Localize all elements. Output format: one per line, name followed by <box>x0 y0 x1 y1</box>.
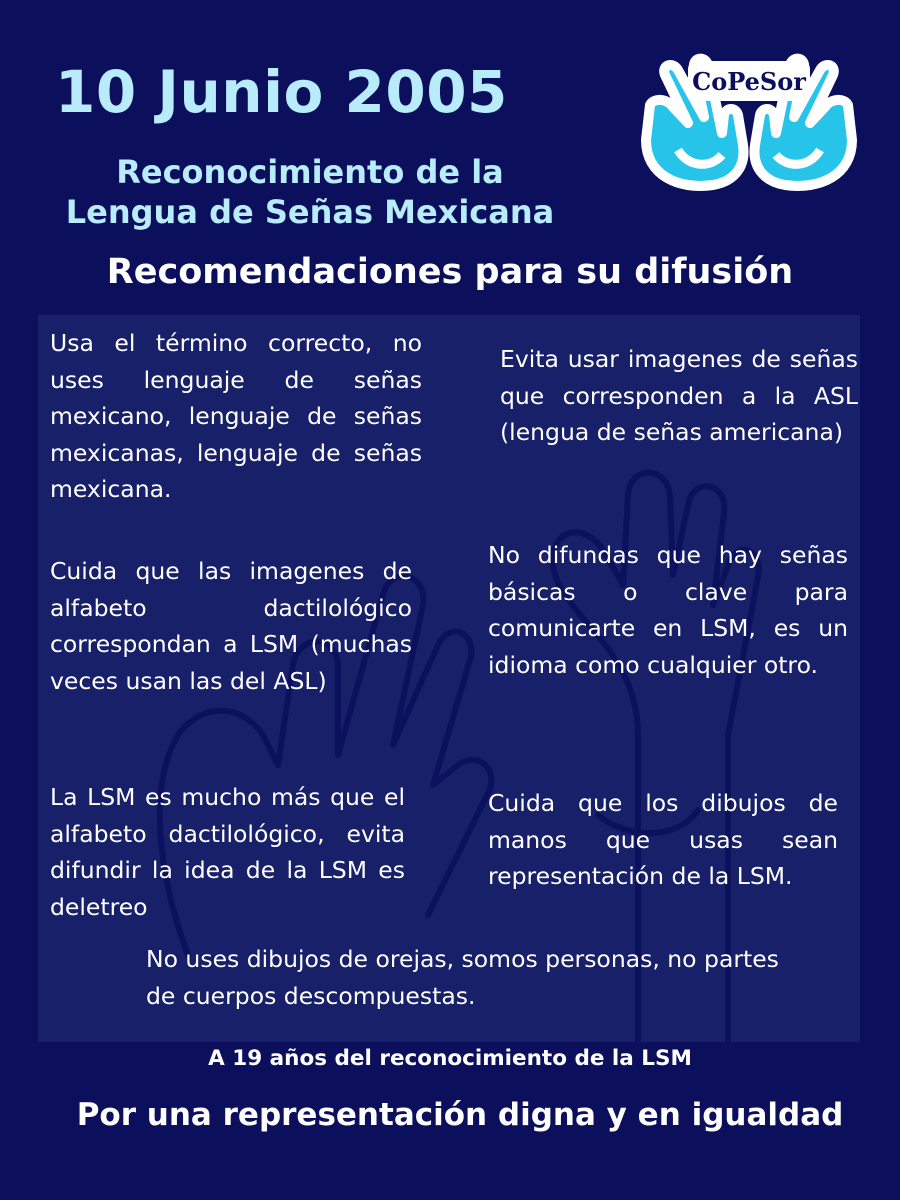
section-heading: Recomendaciones para su difusión <box>106 252 794 292</box>
tip-no-ears: No uses dibujos de orejas, somos personas, no partes de cuerpos descompuestas. <box>146 945 779 1010</box>
tips-panel <box>38 315 860 1042</box>
copesor-logo <box>618 45 880 195</box>
tip-correct-term: Usa el término correcto, no uses lenguaje de señas mexicano, lenguaje de señas mexicanas, lenguaje de señas mexicana. <box>50 329 422 503</box>
anniversary-line: A 19 años del reconocimiento de la LSM <box>208 1046 692 1071</box>
logo-text: CoPeSor <box>692 67 806 96</box>
date-title: 10 Junio 2005 <box>55 58 508 126</box>
tip-hand-drawings: Cuida que los dibujos de manos que usas sean representación de la LSM. <box>488 789 838 890</box>
subtitle-line-1: Reconocimiento de la <box>116 153 504 191</box>
tip-alphabet-images: Cuida que las imagenes de alfabeto dactilológico correspondan a LSM (muchas veces usan las del ASL) <box>50 557 412 695</box>
tip-more-than-alphabet: La LSM es mucho más que el alfabeto dactilológico, evita difundir la idea de la LSM es deletreo <box>50 783 405 921</box>
tip-not-basic-signs: No difundas que hay señas básicas o clave para comunicarte en LSM, es un idioma como cualquier otro. <box>488 541 848 679</box>
subtitle <box>0 152 620 232</box>
tip-avoid-asl-images: Evita usar imagenes de señas que corresponden a la ASL (lengua de señas americana) <box>500 345 858 446</box>
subtitle-line-2: Lengua de Señas Mexicana <box>65 193 555 231</box>
closing-slogan: Por una representación digna y en igualdad <box>76 1097 844 1133</box>
